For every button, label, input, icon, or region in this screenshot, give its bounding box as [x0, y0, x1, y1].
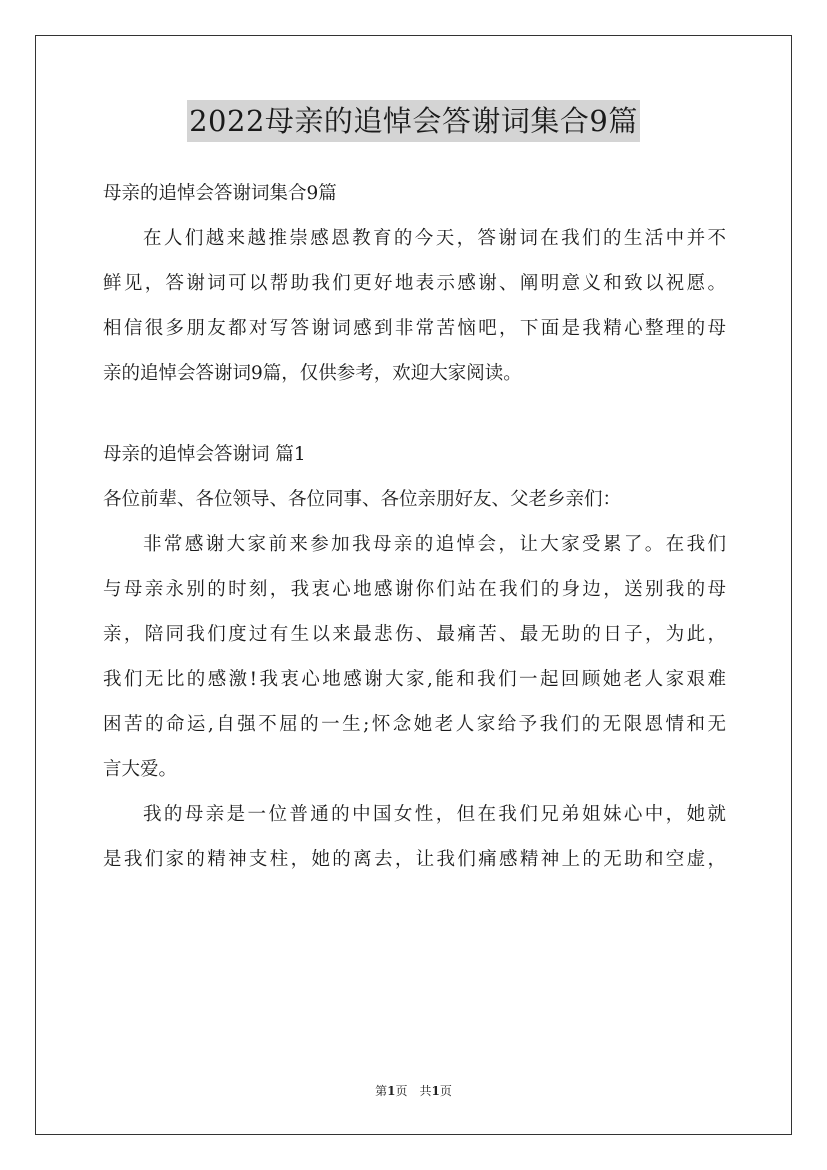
- document-title: 2022母亲的追悼会答谢词集合9篇: [187, 100, 640, 142]
- total-page-number: 1: [431, 1084, 440, 1098]
- section-heading: 母亲的追悼会答谢词 篇1: [103, 444, 306, 465]
- text-line: 困苦的命运,自强不屈的一生;怀念她老人家给予我们的无限恩情和无: [103, 714, 726, 735]
- body-paragraph-1: [103, 522, 726, 792]
- text-line: 亲的追悼会答谢词9篇，仅供参考，欢迎大家阅读。: [103, 363, 522, 384]
- page-footer: [0, 1081, 827, 1101]
- page-label-suffix: 页: [439, 1084, 452, 1098]
- page-label-mid: 页 共: [395, 1084, 432, 1098]
- paragraph-gap: [103, 396, 726, 432]
- text-line: 我们无比的感激!我衷心地感谢大家,能和我们一起回顾她老人家艰难: [103, 669, 726, 690]
- body-paragraph-2: [103, 792, 726, 882]
- text-line: 是我们家的精神支柱，她的离去，让我们痛感精神上的无助和空虚，: [103, 849, 726, 870]
- text-line: 相信很多朋友都对写答谢词感到非常苦恼吧，下面是我精心整理的母: [103, 318, 726, 339]
- text-line: 亲，陪同我们度过有生以来最悲伤、最痛苦、最无助的日子，为此，: [103, 624, 726, 645]
- text-line: 非常感谢大家前来参加我母亲的追悼会，让大家受累了。在我们: [143, 534, 726, 555]
- intro-paragraph: [103, 216, 726, 396]
- title-container: [0, 100, 827, 142]
- current-page-number: 1: [387, 1084, 396, 1098]
- text-line: 在人们越来越推崇感恩教育的今天，答谢词在我们的生活中并不: [143, 228, 726, 249]
- document-body: [103, 171, 726, 882]
- text-line: 我的母亲是一位普通的中国女性，但在我们兄弟姐妹心中，她就: [143, 804, 726, 825]
- text-line: 与母亲永别的时刻，我衷心地感谢你们站在我们的身边，送别我的母: [103, 579, 726, 600]
- text-line: 言大爱。: [103, 759, 178, 780]
- salutation: 各位前辈、各位领导、各位同事、各位亲朋好友、父老乡亲们：: [103, 489, 622, 510]
- document-subtitle: 母亲的追悼会答谢词集合9篇: [103, 183, 337, 204]
- text-line: 鲜见，答谢词可以帮助我们更好地表示感谢、阐明意义和致以祝愿。: [103, 273, 726, 294]
- page-label-prefix: 第: [375, 1084, 388, 1098]
